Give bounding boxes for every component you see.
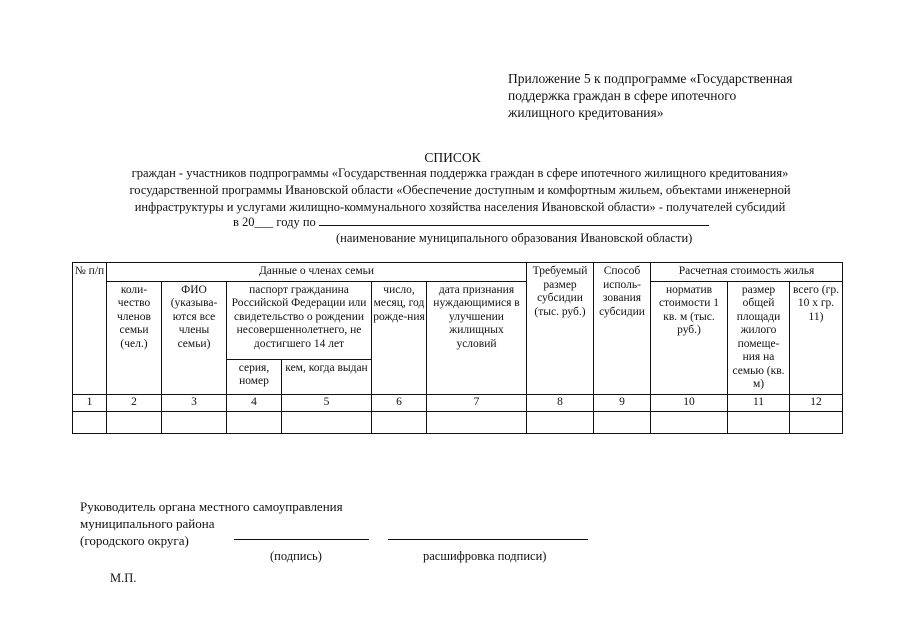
column-number: 5: [282, 394, 372, 411]
signature-line: [234, 539, 369, 540]
column-number: 7: [427, 394, 527, 411]
header-required-subsidy: Требуемый размер субсидии (тыс. руб.): [527, 263, 594, 395]
empty-data-row: [73, 411, 843, 433]
document-subtitle: [80, 165, 840, 216]
subtitle-line-2: государственной программы Ивановской области «Обеспечение доступным и комфортным жильем, объектами инженерной: [129, 183, 791, 197]
header-subsidy-use: Способ исполь-зования субсидии: [594, 263, 651, 395]
header-issued-by: кем, когда выдан: [282, 359, 372, 394]
empty-cell: [527, 411, 594, 433]
header-birth-date: число, месяц, год рожде-ния: [372, 281, 427, 394]
empty-cell: [790, 411, 843, 433]
header-no: № п/п: [73, 263, 107, 395]
header-family-data: Данные о членах семьи: [107, 263, 527, 282]
column-number: 12: [790, 394, 843, 411]
empty-cell: [227, 411, 282, 433]
header-housing-cost: Расчетная стоимость жилья: [651, 263, 843, 282]
signatory-line-3: (городского округа): [80, 533, 189, 548]
empty-cell: [427, 411, 527, 433]
column-number: 2: [107, 394, 162, 411]
appendix-line-2: поддержка граждан в сфере ипотечного: [508, 88, 737, 103]
empty-cell: [728, 411, 790, 433]
header-norm-cost: норматив стоимости 1 кв. м (тыс. руб.): [651, 281, 728, 394]
column-number: 8: [527, 394, 594, 411]
column-number: 3: [162, 394, 227, 411]
header-total: всего (гр. 10 х гр. 11): [790, 281, 843, 394]
year-prefix: в 20___ году по: [233, 215, 316, 229]
empty-cell: [594, 411, 651, 433]
signature-transcript-caption: расшифровка подписи): [423, 549, 547, 563]
municipality-blank-line: [319, 213, 709, 226]
column-number: 11: [728, 394, 790, 411]
empty-cell: [372, 411, 427, 433]
empty-cell: [651, 411, 728, 433]
column-number: 10: [651, 394, 728, 411]
header-recognition-date: дата признания нуждающимися в улучшении жилищных условий: [427, 281, 527, 394]
signature-transcript-line: [388, 539, 588, 540]
empty-cell: [282, 411, 372, 433]
header-total-area: размер общей площади жилого помеще-ния на семью (кв. м): [728, 281, 790, 394]
header-family-count: коли-чество членов семьи (чел.): [107, 281, 162, 394]
header-series-number: серия, номер: [227, 359, 282, 394]
municipality-hint: (наименование муниципального образования Ивановской области): [336, 231, 693, 245]
column-number: 4: [227, 394, 282, 411]
subtitle-line-1: граждан - участников подпрограммы «Государственная поддержка граждан в сфере ипотечного жилищного кредитования»: [131, 166, 789, 180]
signatory-line-1: Руководитель органа местного самоуправления: [80, 499, 343, 514]
column-number-row: [73, 394, 843, 411]
header-row-2: [73, 281, 843, 359]
appendix-line-3: жилищного кредитования»: [508, 105, 664, 120]
signature-caption: (подпись): [270, 549, 322, 563]
column-number: 9: [594, 394, 651, 411]
column-number: 1: [73, 394, 107, 411]
stamp-place: М.П.: [110, 571, 137, 585]
signatory-line-2: муниципального района: [80, 516, 215, 531]
subtitle-line-3: инфраструктуры и услугами жилищно-коммунального хозяйства населения Ивановской области» - получателей субсидий: [134, 200, 786, 214]
appendix-note: [508, 70, 868, 121]
document-title: СПИСОК: [424, 150, 481, 165]
header-fio: ФИО (указыва-ются все члены семьи): [162, 281, 227, 394]
header-passport: паспорт гражданина Российской Федерации или свидетельство о рождении несовершеннолетнего, не достигшего 14 лет: [227, 281, 372, 359]
empty-cell: [73, 411, 107, 433]
year-line: [233, 213, 709, 230]
signatory-block: [80, 498, 343, 549]
header-row-1: [73, 263, 843, 282]
empty-cell: [162, 411, 227, 433]
column-number: 6: [372, 394, 427, 411]
appendix-line-1: Приложение 5 к подпрограмме «Государственная: [508, 71, 793, 86]
recipients-table: [72, 262, 843, 434]
empty-cell: [107, 411, 162, 433]
